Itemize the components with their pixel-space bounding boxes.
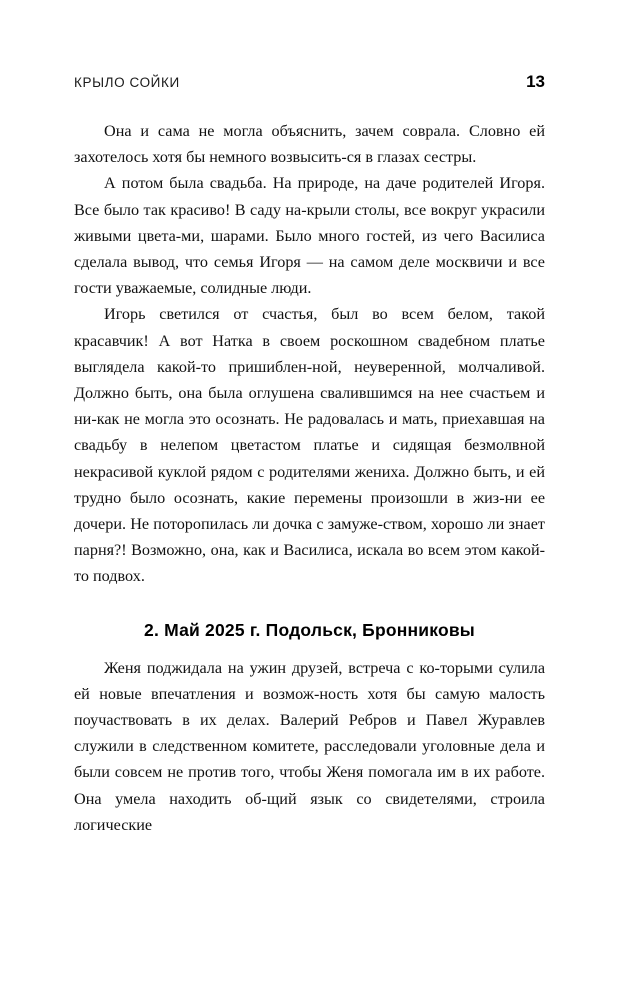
body-text: [74, 118, 545, 838]
chapter-heading: 2. Май 2025 г. Подольск, Бронниковы: [144, 619, 475, 640]
paragraph: А потом была свадьба. На природе, на даче родителей Игоря. Все было так красиво! В саду на-крыли столы, все вокруг украсили живыми цвета-ми, шарами. Было много гостей, из чего Василиса сделала вывод, что семья Игоря — на самом деле москвичи и все гости уважаемые, солидные люди.: [74, 174, 545, 298]
paragraph: Женя поджидала на ужин друзей, встреча с ко-торыми сулила ей новые впечатления и возмож-ность хотя бы самую малость поучаствовать в их делах. Валерий Ребров и Павел Журавлев служили в следственном комитете, расследовали уголовные дела и были совсем не против того, чтобы Женя помогала им в их работе. Она умела находить об-щий язык со свидетелями, строила логические: [74, 658, 545, 834]
page-number: 13: [526, 72, 545, 91]
running-head: [74, 72, 545, 92]
paragraph: Она и сама не могла объяснить, зачем соврала. Словно ей захотелось хотя бы немного возвысить-ся в глазах сестры.: [74, 122, 545, 167]
running-title: КРЫЛО СОЙКИ: [74, 75, 180, 90]
paragraph: Игорь светился от счастья, был во всем белом, такой красавчик! А вот Натка в своем роскошном свадебном платье выглядела какой-то пришиблен-ной, неуверенной, молчаливой. Должно быть, она была оглушена свалившимся на нее счастьем и ни-как не могла это осознать. Не радовалась и мать, приехавшая на свадьбу в нелепом цветастом платье и сидящая безмолвной некрасивой куклой рядом с родителями жениха. Должно быть, и ей трудно было осознать, какие перемены произошли в жиз-ни ее дочери. Не поторопилась ли дочка с замуже-ством, хорошо ли знает парня?! Возможно, она, как и Василиса, искала во всем этом какой-то подвох.: [74, 305, 545, 586]
